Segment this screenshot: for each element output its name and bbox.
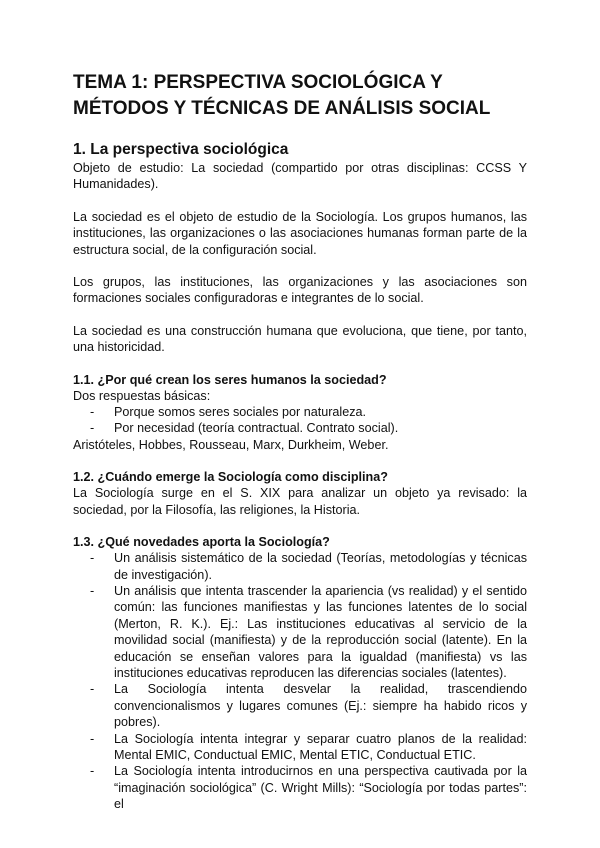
paragraph: Dos respuestas básicas: [73,388,211,403]
section-heading-1-3: 1.3. ¿Qué novedades aporta la Sociología? [73,535,330,550]
section-heading-1-2: 1.2. ¿Cuándo emerge la Sociología como disciplina? [73,470,388,485]
section-heading-1-1: 1.1. ¿Por qué crean los seres humanos la sociedad? [73,372,387,387]
list-item: - La Sociología intenta integrar y separar cuatro planos de la realidad: Mental EMIC, Conductual EMIC, Mental ETIC, Conductual ETIC. [73,731,527,764]
paragraph: La sociedad es una construcción humana que evoluciona, que tiene, por tanto, una historicidad. [73,323,527,355]
list-item: - Un análisis sistemático de la sociedad (Teorías, metodologías y técnicas de investigación). [73,550,527,583]
bullet-list [73,550,527,813]
bullet-list [73,404,527,437]
list-item: - La Sociología intenta introducirnos en una perspectiva cautivada por la “imaginación sociológica” (C. Wright Mills): “Sociología por todas partes”: el [73,763,527,812]
paragraph: Objeto de estudio: La sociedad (compartido por otras disciplinas: CCSS Y Humanidades). [73,161,527,192]
paragraph: Los grupos, las instituciones, las organizaciones y las asociaciones son formaciones sociales configuradoras e integrantes de lo social. [73,275,527,306]
list-item: - Porque somos seres sociales por naturaleza. [73,404,527,420]
paragraph: La sociedad es el objeto de estudio de la Sociología. Los grupos humanos, las instituciones, las organizaciones o las asociaciones humanas forman parte de la estructura social, de la configuración social. [73,209,527,257]
paragraph: La Sociología surge en el S. XIX para analizar un objeto ya revisado: la sociedad, por la Filosofía, las religiones, la Historia. [73,486,527,517]
section-heading-1: 1. La perspectiva sociológica [73,141,289,158]
list-item: - Un análisis que intenta trascender la apariencia (vs realidad) y el sentido común: las funciones manifiestas y las funciones latentes de lo social (Merton, R. K.). Ej.: Las instituciones educativas al servicio de la movilidad social (manifiesta) y de la reproducción social (latente). En la educación se enseñan valores para la igualdad (manifiesta) vs las instituciones educativas reproducen las diferencias sociales (latentes). [73,583,527,681]
list-item: - Por necesidad (teoría contractual. Contrato social). [73,420,527,436]
document-title: TEMA 1: PERSPECTIVA SOCIOLÓGICA Y MÉTODOS Y TÉCNICAS DE ANÁLISIS SOCIAL [73,72,491,119]
paragraph: Aristóteles, Hobbes, Rousseau, Marx, Durkheim, Weber. [73,437,389,452]
list-item: - La Sociología intenta desvelar la realidad, trascendiendo convencionalismos y lugares comunes (Ej.: siempre ha habido ricos y pobres). [73,681,527,730]
